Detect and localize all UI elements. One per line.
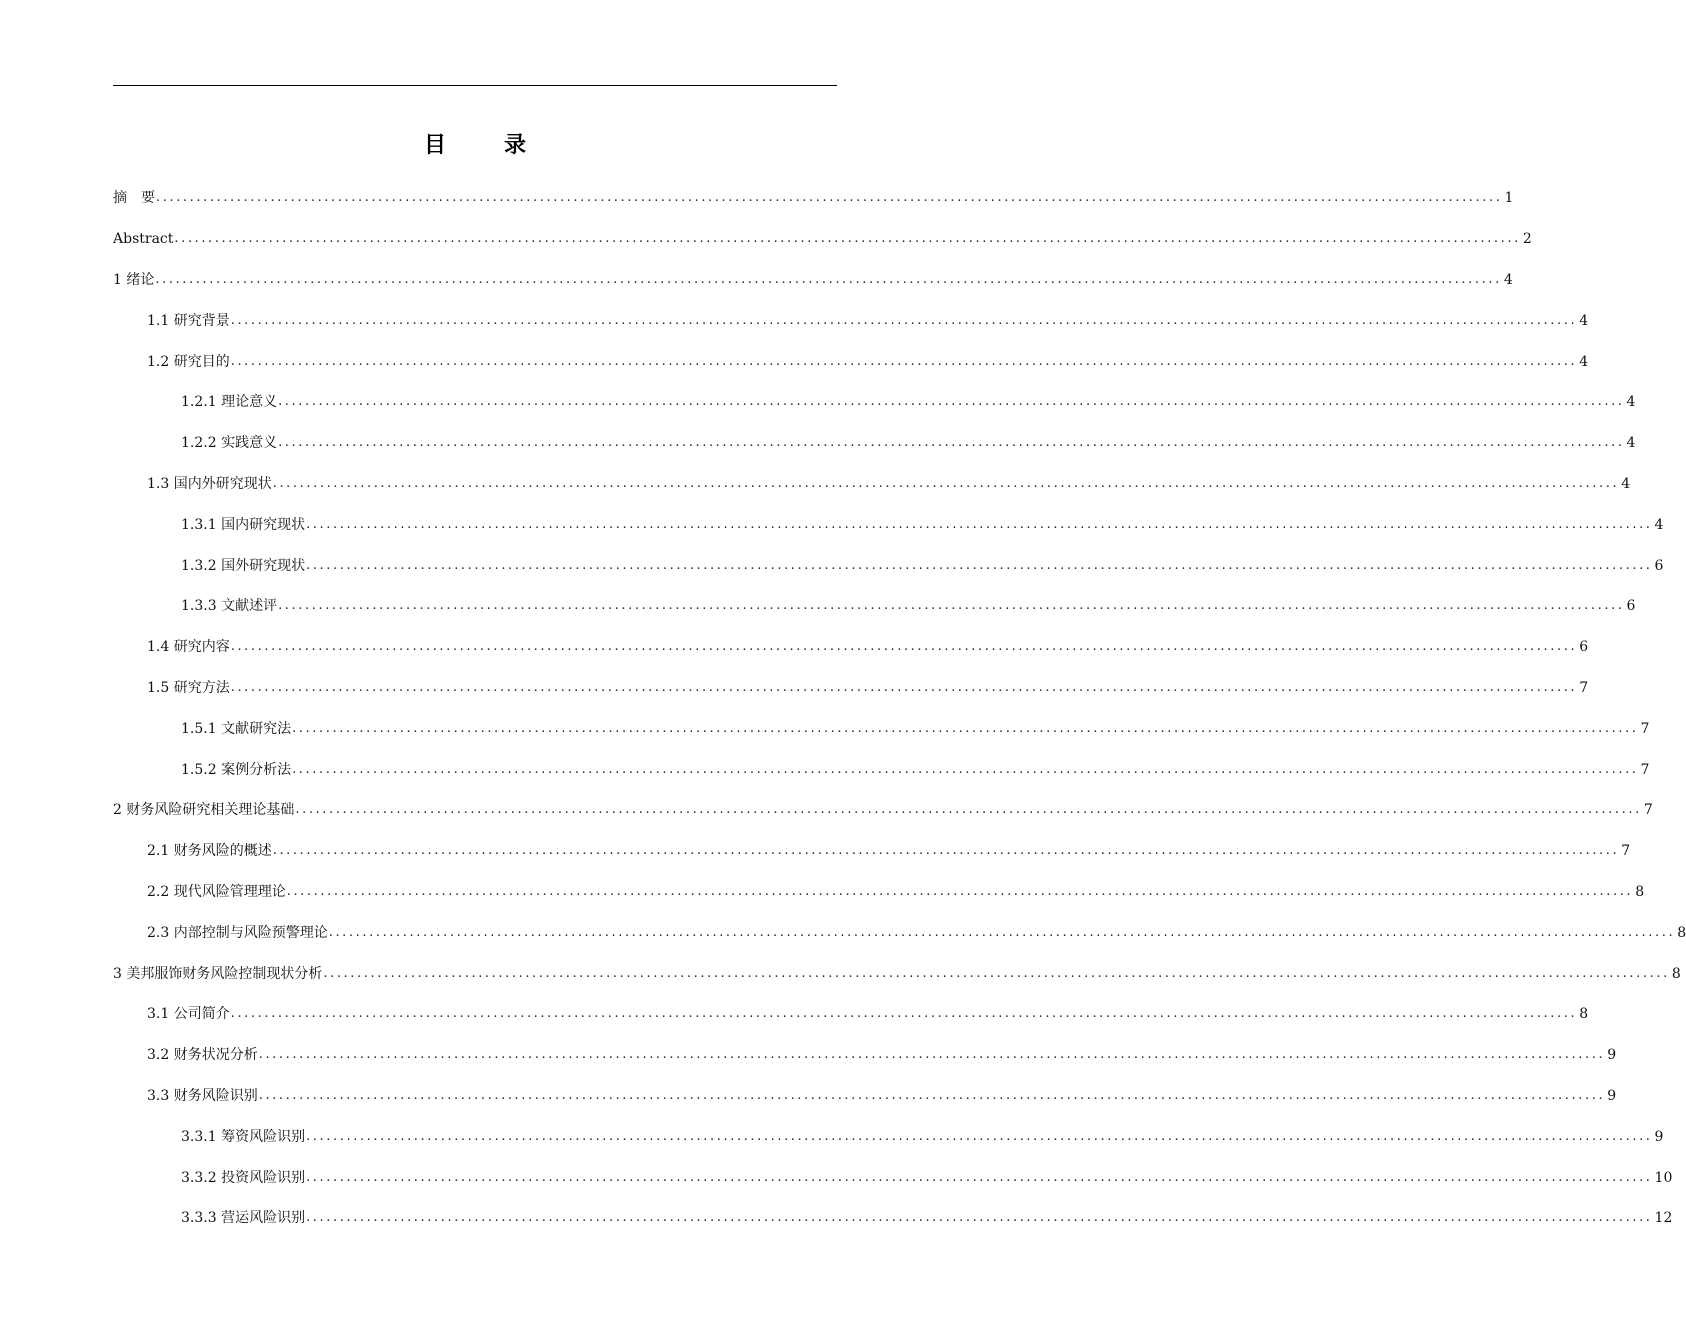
toc-entry[interactable]: [113, 749, 1650, 790]
toc-entry-title: 1.5.2 案例分析法: [181, 761, 292, 778]
toc-entry[interactable]: [113, 464, 1631, 505]
dot-leader: ........................................................................................................................................................................................................: [272, 475, 1620, 491]
toc-entry[interactable]: [113, 1076, 1617, 1117]
dot-leader: ........................................................................................................................................................................................................: [272, 843, 1620, 859]
toc-page-number: 4: [1621, 475, 1631, 492]
toc-entry-title: 2.1 财务风险的概述: [147, 843, 272, 860]
toc-entry[interactable]: [113, 382, 1636, 423]
toc-entry[interactable]: [113, 1198, 1673, 1239]
toc-entry[interactable]: [113, 586, 1636, 627]
toc-entry-title: 3 美邦服饰财务风险控制现状分析: [113, 965, 323, 982]
toc-entry-title: 1.3.3 文献述评: [181, 598, 278, 615]
toc-page-number: 7: [1579, 679, 1589, 696]
dot-leader: ........................................................................................................................................................................................................: [323, 965, 1670, 981]
toc-entry-title: 1.3.2 国外研究现状: [181, 557, 306, 574]
dot-leader: ........................................................................................................................................................................................................: [230, 1006, 1578, 1022]
toc-page-number: 4: [1579, 312, 1589, 329]
toc-entry-title: 1.2.1 理论意义: [181, 394, 278, 411]
toc-entry[interactable]: [113, 994, 1589, 1035]
toc-entry[interactable]: [113, 178, 1514, 219]
toc-entry[interactable]: [113, 953, 1681, 994]
toc-entry[interactable]: [113, 912, 1686, 953]
toc-page-number: 9: [1607, 1047, 1617, 1064]
toc-entry[interactable]: [113, 300, 1589, 341]
toc-entry-title: 1.4 研究内容: [147, 639, 230, 656]
toc-entry-title: 2.2 现代风险管理理论: [147, 883, 286, 900]
toc-page-number: 9: [1654, 1128, 1664, 1145]
toc-entry[interactable]: [113, 260, 1513, 301]
toc-entry[interactable]: [113, 545, 1664, 586]
page-title: 目 录: [423, 133, 544, 158]
toc-page-number: 4: [1626, 435, 1636, 452]
toc-entry[interactable]: [113, 423, 1636, 464]
dot-leader: ........................................................................................................................................................................................................: [292, 761, 1639, 777]
dot-leader: ........................................................................................................................................................................................................: [306, 516, 1653, 532]
toc-page-number: 4: [1654, 516, 1664, 533]
toc-entry-title: 2.3 内部控制与风险预警理论: [147, 924, 328, 941]
toc-page-number: 12: [1654, 1210, 1673, 1227]
toc-entry-title: 3.2 财务状况分析: [147, 1047, 258, 1064]
toc-entry-title: 1.1 研究背景: [147, 312, 230, 329]
toc-entry[interactable]: [113, 219, 1532, 260]
toc-entry-title: 1 绪论: [113, 271, 155, 288]
toc-entry[interactable]: [113, 1116, 1664, 1157]
toc-entry-title: 1.3.1 国内研究现状: [181, 516, 306, 533]
toc-entry-title: 3.3.3 营运风险识别: [181, 1210, 306, 1227]
toc-page-number: 6: [1626, 598, 1636, 615]
dot-leader: ........................................................................................................................................................................................................: [230, 353, 1578, 369]
toc-entry-title: 摘 要: [113, 190, 155, 207]
toc-entry-title: 1.2.2 实践意义: [181, 435, 278, 452]
toc-entry-title: 3.3.1 筹资风险识别: [181, 1128, 306, 1145]
header-rule: [113, 85, 837, 86]
toc-entry[interactable]: [113, 708, 1650, 749]
dot-leader: ........................................................................................................................................................................................................: [230, 312, 1578, 328]
toc-page-number: 7: [1640, 720, 1650, 737]
dot-leader: ........................................................................................................................................................................................................: [278, 394, 1625, 410]
table-of-contents: [113, 178, 1686, 1239]
toc-page-number: 6: [1654, 557, 1664, 574]
toc-page-number: 8: [1635, 883, 1645, 900]
toc-entry[interactable]: [113, 668, 1589, 709]
toc-page-number: 7: [1640, 761, 1650, 778]
toc-page-number: 7: [1643, 802, 1653, 819]
dot-leader: ........................................................................................................................................................................................................: [230, 679, 1578, 695]
toc-entry-title: 1.2 研究目的: [147, 353, 230, 370]
dot-leader: ........................................................................................................................................................................................................: [174, 231, 1521, 247]
toc-entry[interactable]: [113, 790, 1653, 831]
toc-entry-title: 3.3 财务风险识别: [147, 1087, 258, 1104]
dot-leader: ........................................................................................................................................................................................................: [258, 1087, 1606, 1103]
toc-entry-title: Abstract: [113, 231, 174, 248]
dot-leader: ........................................................................................................................................................................................................: [286, 883, 1634, 899]
toc-page-number: 1: [1504, 190, 1514, 207]
dot-leader: ........................................................................................................................................................................................................: [278, 435, 1625, 451]
toc-entry[interactable]: [113, 1157, 1673, 1198]
dot-leader: ........................................................................................................................................................................................................: [278, 598, 1625, 614]
toc-page-number: 8: [1671, 965, 1681, 982]
toc-entry-title: 2 财务风险研究相关理论基础: [113, 802, 295, 819]
toc-entry[interactable]: [113, 872, 1645, 913]
toc-page-number: 9: [1607, 1087, 1617, 1104]
dot-leader: ........................................................................................................................................................................................................: [258, 1047, 1606, 1063]
dot-leader: ........................................................................................................................................................................................................: [295, 802, 1642, 818]
toc-entry-title: 3.1 公司简介: [147, 1006, 230, 1023]
toc-page-number: 2: [1522, 231, 1532, 248]
dot-leader: ........................................................................................................................................................................................................: [292, 720, 1639, 736]
toc-page-number: 4: [1503, 271, 1513, 288]
dot-leader: ........................................................................................................................................................................................................: [306, 1169, 1653, 1185]
toc-entry-title: 1.5 研究方法: [147, 679, 230, 696]
toc-entry[interactable]: [113, 831, 1631, 872]
toc-page-number: 4: [1626, 394, 1636, 411]
dot-leader: ........................................................................................................................................................................................................: [306, 1128, 1653, 1144]
toc-entry-title: 1.3 国内外研究现状: [147, 475, 272, 492]
dot-leader: ........................................................................................................................................................................................................: [306, 557, 1653, 573]
toc-page-number: 4: [1579, 353, 1589, 370]
dot-leader: ........................................................................................................................................................................................................: [230, 639, 1578, 655]
toc-entry[interactable]: [113, 504, 1664, 545]
toc-page-number: 8: [1677, 924, 1686, 941]
dot-leader: ........................................................................................................................................................................................................: [306, 1210, 1653, 1226]
toc-page-number: 6: [1579, 639, 1589, 656]
toc-entry-title: 1.5.1 文献研究法: [181, 720, 292, 737]
dot-leader: ........................................................................................................................................................................................................: [328, 924, 1676, 940]
toc-entry-title: 3.3.2 投资风险识别: [181, 1169, 306, 1186]
toc-entry[interactable]: [113, 627, 1589, 668]
dot-leader: ........................................................................................................................................................................................................: [155, 271, 1502, 287]
toc-page-number: 8: [1579, 1006, 1589, 1023]
dot-leader: ........................................................................................................................................................................................................: [156, 190, 1503, 206]
toc-page-number: 7: [1621, 843, 1631, 860]
toc-page-number: 10: [1654, 1169, 1673, 1186]
toc-entry[interactable]: [113, 341, 1589, 382]
toc-entry[interactable]: [113, 1035, 1617, 1076]
